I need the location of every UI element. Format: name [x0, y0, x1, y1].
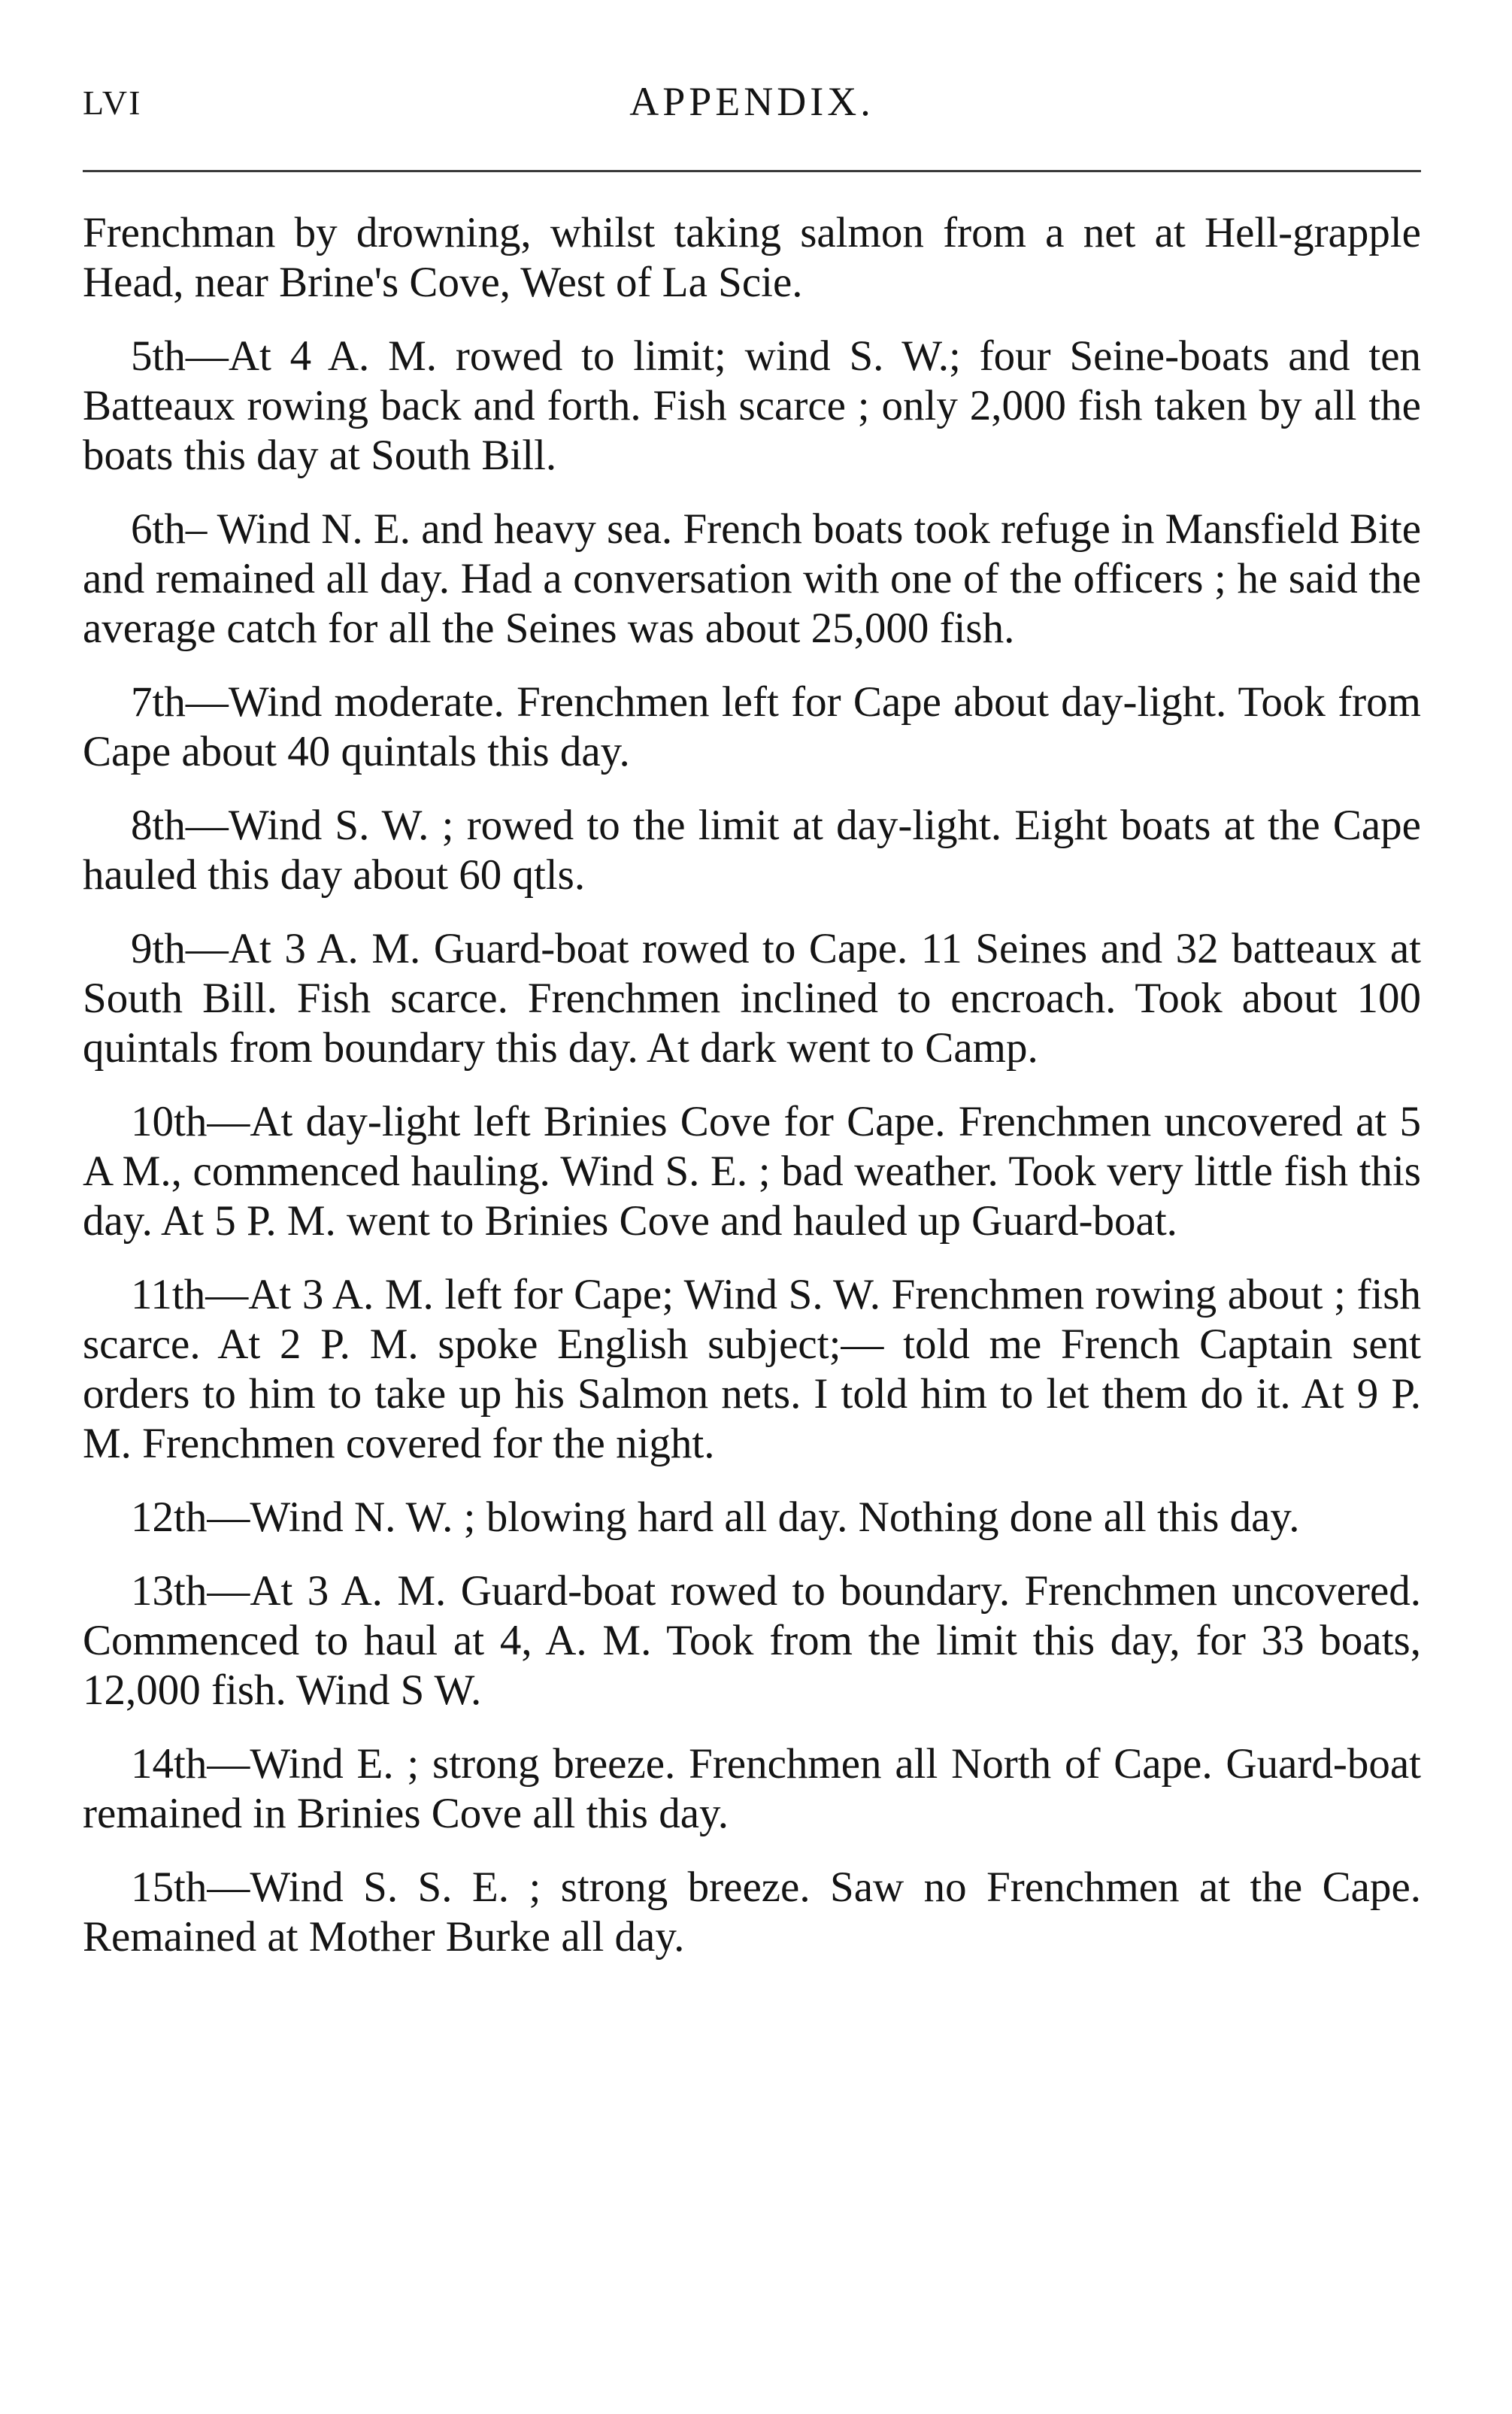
- paragraph-entry-9th: 9th—At 3 A. M. Guard-boat rowed to Cape. 11 Seines and 32 batteaux at South Bill. Fish scarce. Frenchmen inclined to encroach. Took about 100 quintals from boundary this day. At dark went to Camp.: [83, 925, 1421, 1072]
- paragraph-entry-13th: 13th—At 3 A. M. Guard-boat rowed to boundary. Frenchmen uncovered. Commenced to haul at 4, A. M. Took from the limit this day, for 33 boats, 12,000 fish. Wind S W.: [83, 1567, 1421, 1714]
- paragraph-entry-11th: 11th—At 3 A. M. left for Cape; Wind S. W. Frenchmen rowing about ; fish scarce. At 2 P. M. spoke English subject;— told me French Captain sent orders to him to take up his Salmon nets. I told him to let them do it. At 9 P. M. Frenchmen covered for the night.: [83, 1271, 1421, 1467]
- paragraph-entry-14th: 14th—Wind E. ; strong breeze. Frenchmen all North of Cape. Guard-boat remained in Brinies Cove all this day.: [83, 1740, 1421, 1837]
- paragraph-entry-10th: 10th—At day-light left Brinies Cove for Cape. Frenchmen uncovered at 5 A M., commenced hauling. Wind S. E. ; bad weather. Took very little fish this day. At 5 P. M. went to Brinies Cove and hauled up Guard-boat.: [83, 1098, 1421, 1245]
- header-rule: [83, 170, 1421, 172]
- paragraph-entry-7th: 7th—Wind moderate. Frenchmen left for Cape about day-light. Took from Cape about 40 quintals this day.: [83, 678, 1421, 775]
- body-text: [83, 208, 1421, 1962]
- paragraph-entry-8th: 8th—Wind S. W. ; rowed to the limit at day-light. Eight boats at the Cape hauled this day about 60 qtls.: [83, 802, 1421, 899]
- paragraph-continued: Frenchman by drowning, whilst taking salmon from a net at Hell-grapple Head, near Brine's Cove, West of La Scie.: [83, 209, 1421, 306]
- paragraph-entry-15th: 15th—Wind S. S. E. ; strong breeze. Saw no Frenchmen at the Cape. Remained at Mother Burke all day.: [83, 1864, 1421, 1961]
- paragraph-entry-12th: 12th—Wind N. W. ; blowing hard all day. Nothing done all this day.: [131, 1494, 1300, 1541]
- document-page: [83, 75, 1421, 2376]
- paragraph-entry-6th: 6th– Wind N. E. and heavy sea. French boats took refuge in Mansfield Bite and remained all day. Had a conversation with one of the officers ; he said the average catch for all the Seines was about 25,000 fish.: [83, 505, 1421, 652]
- running-title: APPENDIX.: [629, 79, 874, 124]
- page-number: LVI: [83, 83, 142, 122]
- paragraph-entry-5th: 5th—At 4 A. M. rowed to limit; wind S. W.; four Seine-boats and ten Batteaux rowing back and forth. Fish scarce ; only 2,000 fish taken by all the boats this day at South Bill.: [83, 332, 1421, 479]
- running-head: [83, 75, 1421, 135]
